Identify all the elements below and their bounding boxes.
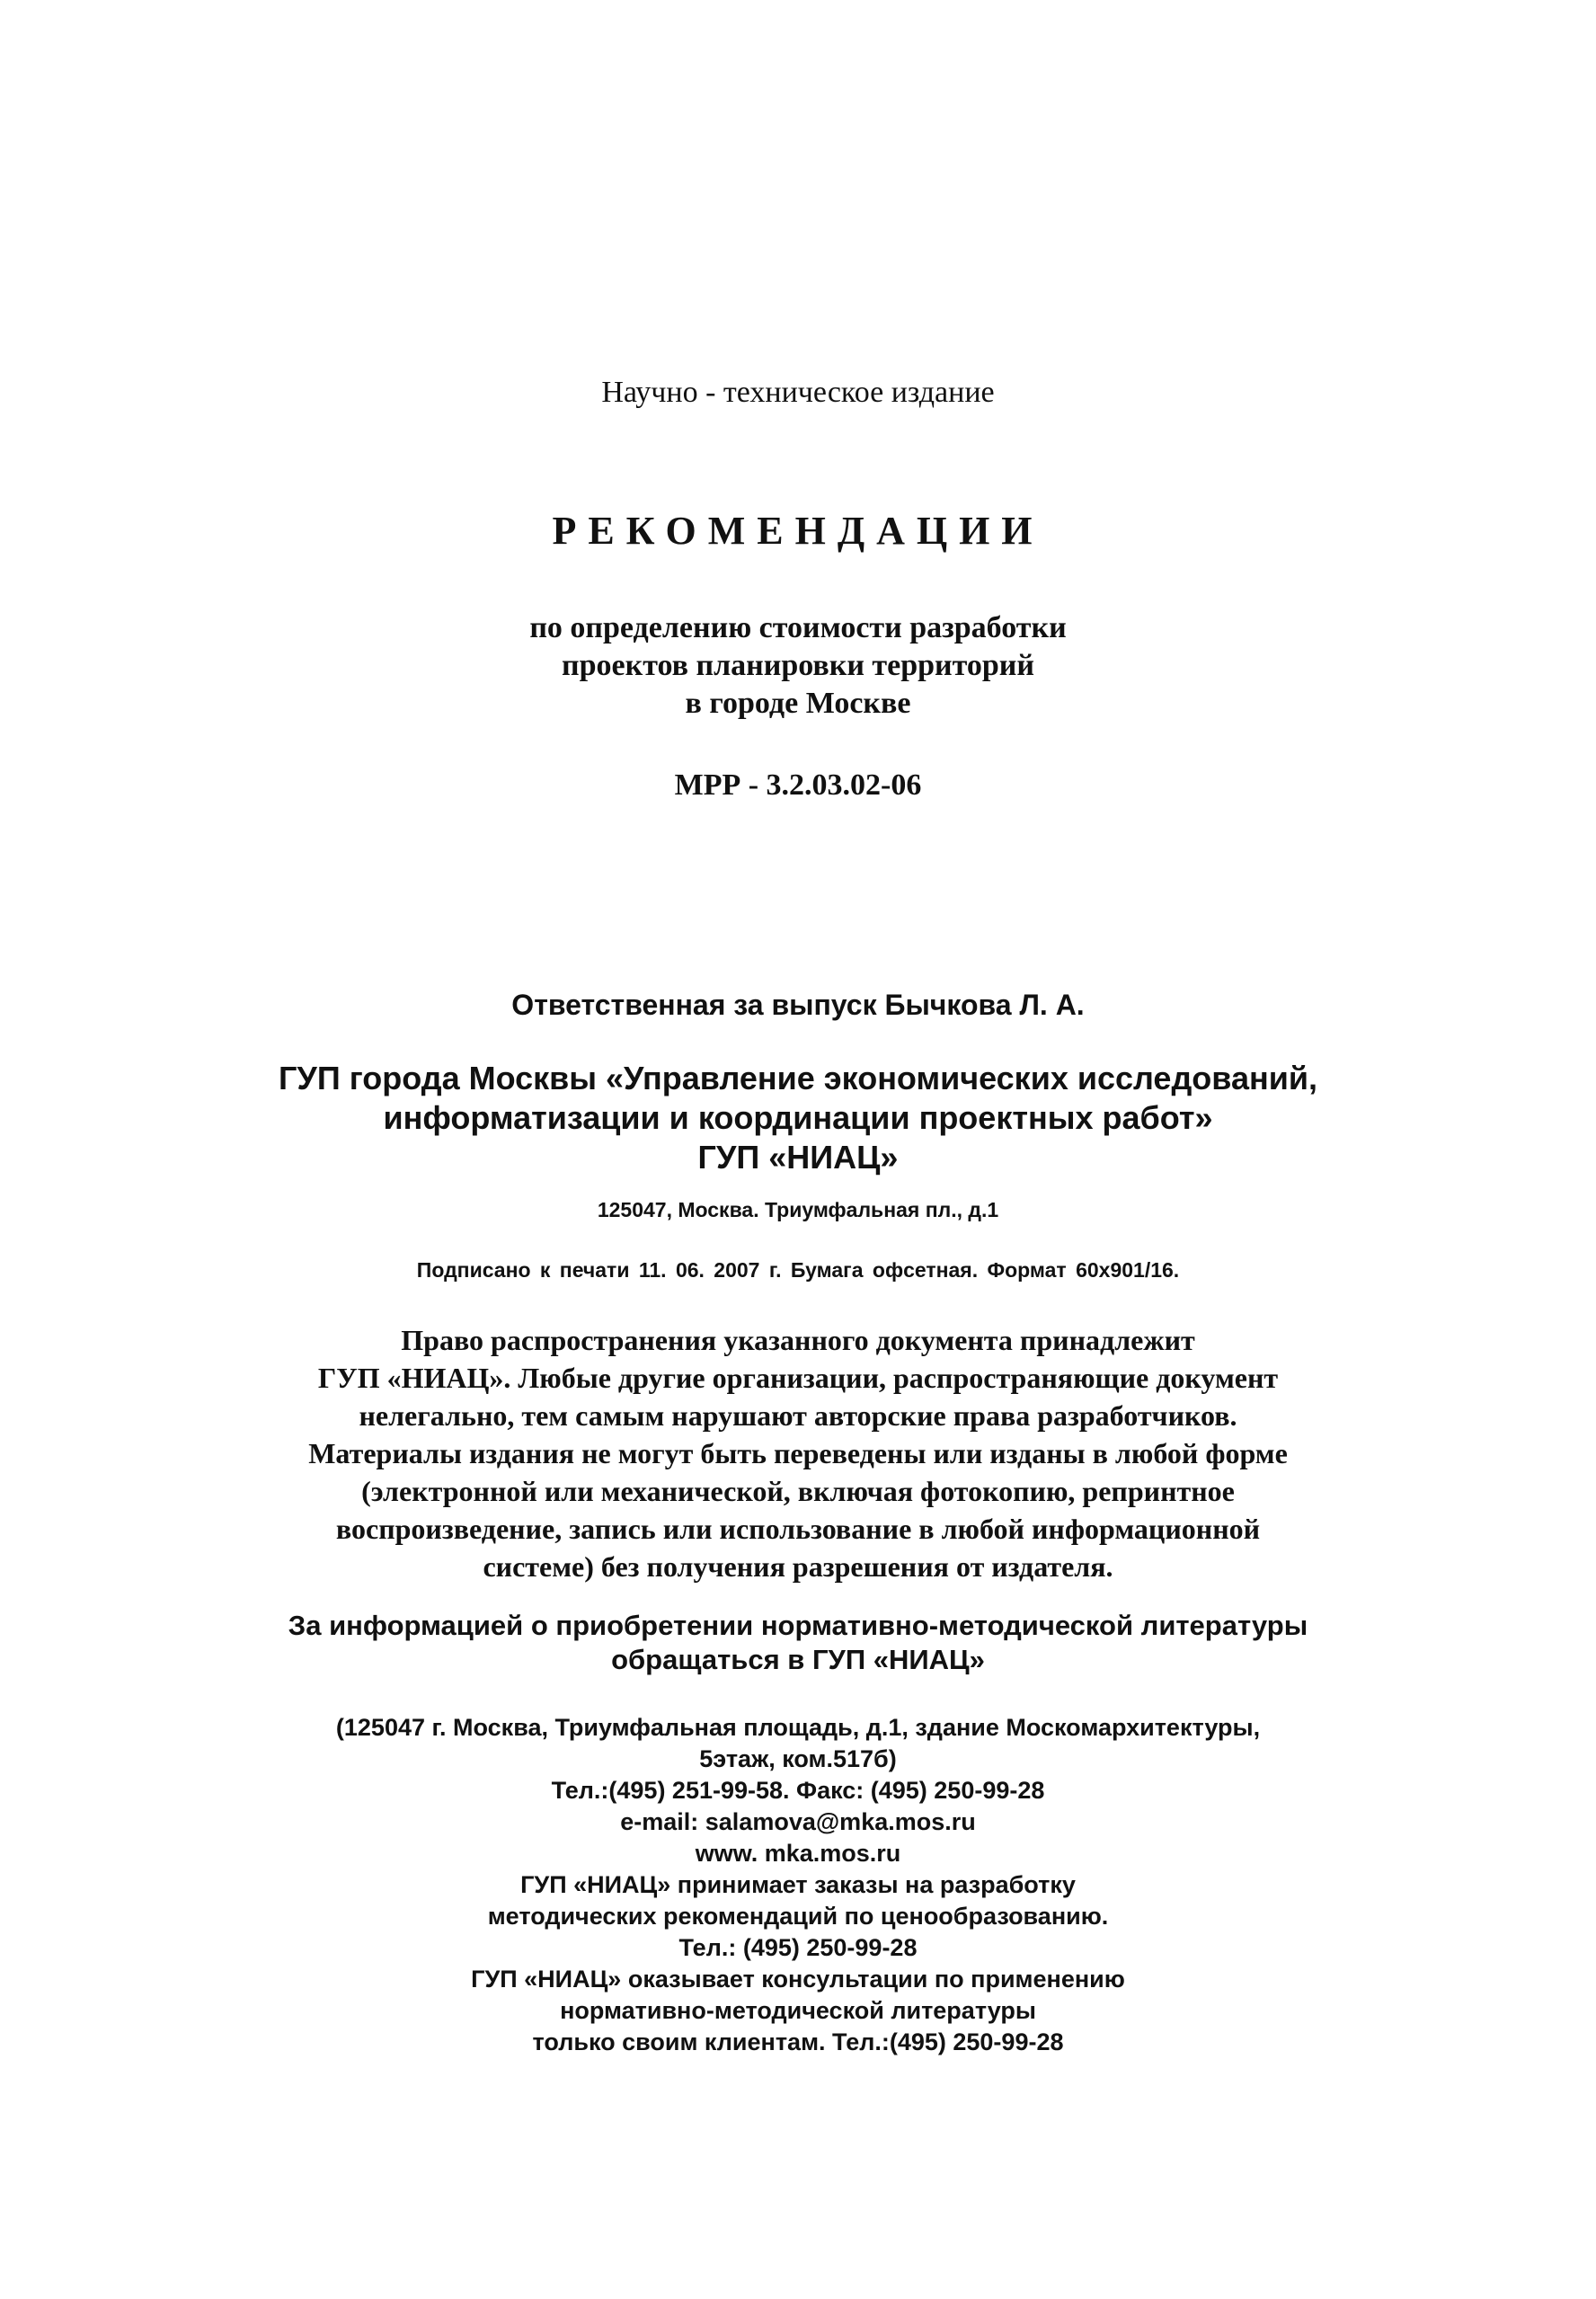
contact-website: www. mka.mos.ru [695,1840,901,1867]
contact-line: Тел.:(495) 251-99-58. Факс: (495) 250-99-28 [551,1777,1045,1804]
edition-type [0,376,1596,410]
subtitle-line: проектов планировки территорий [562,649,1034,682]
organization-line: ГУП города Москвы «Управление экономических исследований, [279,1060,1317,1096]
contact-line: (125047 г. Москва, Триумфальная площадь, д.1, здание Москомархитектуры, [335,1714,1261,1741]
contact-email: e-mail: salamova@mka.mos.ru [620,1808,976,1835]
copyright-line: (электронной или механической, включая фотокопию, репринтное [361,1475,1235,1507]
contact-line: 5этаж, ком.517б) [699,1745,897,1772]
contact-line: только своим клиентам. Тел.:(495) 250-99-28 [532,2028,1064,2055]
contact-line: Тел.: (495) 250-99-28 [678,1934,918,1961]
copyright-line: Материалы издания не могут быть переведены или изданы в любой форме [308,1437,1288,1469]
print-info [0,1258,1596,1283]
organization-line: информатизации и координации проектных работ» [383,1099,1213,1136]
copyright-notice [0,1321,1596,1585]
info-heading [0,1609,1596,1677]
copyright-line: Право распространения указанного документа принадлежит [401,1324,1195,1356]
copyright-line: ГУП «НИАЦ». Любые другие организации, распространяющие документ [317,1362,1279,1394]
responsible-editor-text: Ответственная за выпуск Бычкова Л. А. [511,989,1085,1021]
info-heading-line: обращаться в ГУП «НИАЦ» [611,1644,985,1675]
publisher-address [0,1198,1596,1222]
contact-line: ГУП «НИАЦ» принимает заказы на разработку [520,1871,1076,1898]
contact-line: нормативно-методической литературы [560,1997,1036,2024]
document-code-text: МРР - 3.2.03.02-06 [674,768,922,802]
contact-line: ГУП «НИАЦ» оказывает консультации по применению [471,1966,1125,1993]
contact-line: методических рекомендаций по ценообразованию. [487,1903,1109,1930]
document-code [0,768,1596,803]
publisher-address-text: 125047, Москва. Триумфальная пл., д.1 [597,1198,999,1221]
document-title-text: РЕКОМЕНДАЦИИ [552,509,1044,553]
document-subtitle [0,609,1596,723]
organization [0,1059,1596,1177]
edition-type-text: Научно - техническое издание [601,376,995,409]
copyright-line: системе) без получения разрешения от издателя. [483,1550,1113,1583]
document-title [0,508,1596,554]
subtitle-line: по определению стоимости разработки [529,611,1067,644]
info-heading-line: За информацией о приобретении нормативно-методической литературы [288,1610,1308,1641]
subtitle-line: в городе Москве [685,687,911,720]
contact-info [0,1712,1596,2058]
organization-line: ГУП «НИАЦ» [697,1139,899,1176]
copyright-line: нелегально, тем самым нарушают авторские права разработчиков. [359,1399,1237,1432]
print-info-text: Подписано к печати 11. 06. 2007 г. Бумага офсетная. Формат 60х901/16. [416,1258,1180,1282]
responsible-editor [0,989,1596,1022]
copyright-line: воспроизведение, запись или использование в любой информационной [335,1513,1261,1545]
